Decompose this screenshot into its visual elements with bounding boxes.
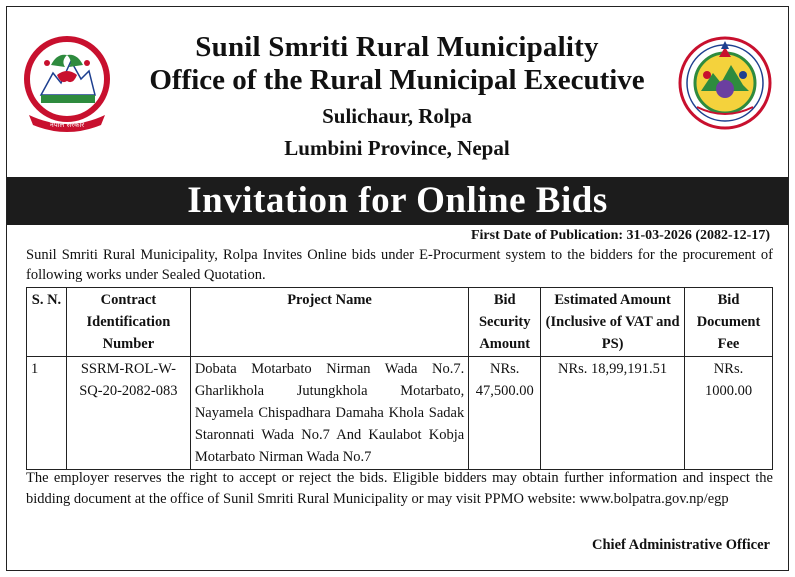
invitation-banner: Invitation for Online Bids xyxy=(7,177,788,225)
header-document-fee: Bid Document Fee xyxy=(685,288,773,357)
table-row xyxy=(27,357,773,470)
address-line-2: Lumbini Province, Nepal xyxy=(284,136,510,160)
header-estimated-amount: Estimated Amount (Inclusive of VAT and PS) xyxy=(541,288,685,357)
cell-document-fee: NRs. 1000.00 xyxy=(685,357,773,470)
svg-text:नेपाल सरकार: नेपाल सरकार xyxy=(49,121,85,129)
office-name: Office of the Rural Municipal Executive xyxy=(149,64,645,96)
header-bid-security: Bid Security Amount xyxy=(469,288,541,357)
intro-paragraph: Sunil Smriti Rural Municipality, Rolpa Invites Online bids under E-Procurment system to the bidders for the procurement of following works under Sealed Quotation. xyxy=(26,247,773,283)
cell-estimated-amount: NRs. 18,99,191.51 xyxy=(541,357,685,470)
cell-project-name: Dobata Motarbato Nirman Wada No.7. Gharlikhola Jutungkhola Motarbato, Nayamela Chispadhara Damaha Khola Sadak Staronnati Wada No.7 And Kaulabot Kobja Motarbato Nirman Wada No.7 xyxy=(190,357,468,470)
cell-bid-security: NRs. 47,500.00 xyxy=(469,357,541,470)
header-sn: S. N. xyxy=(27,288,67,357)
signature-title: Chief Administrative Officer xyxy=(592,537,770,553)
bids-table xyxy=(26,287,773,470)
publication-date: First Date of Publication: 31-03-2026 (2082-12-17) xyxy=(470,228,770,243)
notice-page xyxy=(6,6,789,571)
cell-sn: 1 xyxy=(27,357,67,470)
cell-contract-id: SSRM-ROL-W-SQ-20-2082-083 xyxy=(66,357,190,470)
municipality-name: Sunil Smriti Rural Municipality xyxy=(195,31,599,63)
header-project-name: Project Name xyxy=(190,288,468,357)
table-header-row xyxy=(27,288,773,357)
address-line-1: Sulichaur, Rolpa xyxy=(322,104,472,128)
municipality-logo-icon xyxy=(677,35,773,131)
header-titles xyxy=(117,31,677,163)
header xyxy=(7,7,788,177)
nepal-emblem-icon xyxy=(21,33,113,133)
footer-paragraph: The employer reserves the right to accept or reject the bids. Eligible bidders may obtain further information and inspect the bidding document at the office of Sunil Smriti Rural Municipality or may visit PPMO website: www.bolpatra.gov.np/egp xyxy=(26,470,773,507)
header-contract-id: Contract Identification Number xyxy=(66,288,190,357)
